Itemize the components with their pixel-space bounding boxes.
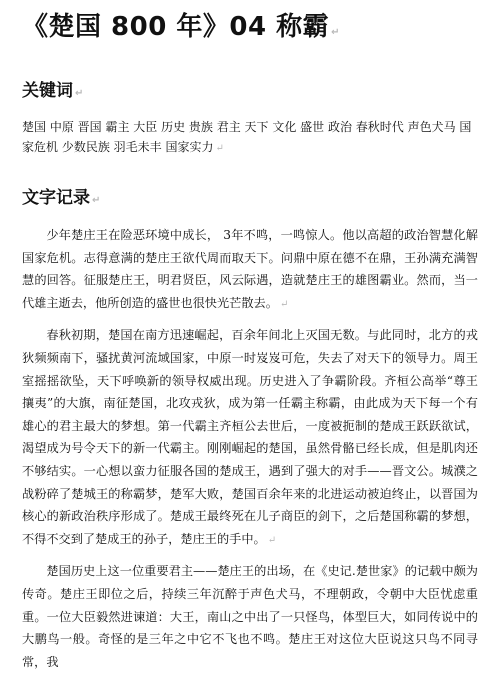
paragraph-2 bbox=[22, 324, 478, 552]
paragraph-mark-icon: ↵ bbox=[75, 88, 84, 99]
paragraph-mark-icon: ↵ bbox=[215, 143, 224, 154]
paragraph-mark-icon: ↵ bbox=[279, 298, 289, 310]
paragraph-mark-icon: ↵ bbox=[331, 27, 341, 38]
keywords-text bbox=[22, 117, 478, 159]
record-heading bbox=[22, 187, 478, 212]
keywords-heading bbox=[22, 80, 478, 105]
document-title-text: 《楚国 800 年》04 称霸 bbox=[22, 12, 330, 42]
record-heading-text: 文字记录 bbox=[22, 188, 90, 208]
paragraph-1-text: 少年楚庄王在险恶环境中成长， 3年不鸣，一鸣惊人。他以高超的政治智慧化解国家危机。志得意满的楚庄王欲代周而取天下。问鼎中原在德不在鼎，王孙满充满智慧的回答。征服楚庄王，明君贤臣，风云际遇，造就楚庄王的雄图霸业。然而，当一代雄主逝去，他所创造的盛世也很快光芒散去。 bbox=[22, 228, 478, 310]
paragraph-3 bbox=[22, 560, 478, 673]
keywords-heading-text: 关键词 bbox=[22, 81, 73, 101]
paragraph-3-text: 楚国历史上这一位重要君主——楚庄王的出场，在《史记.楚世家》的记载中颇为传奇。楚庄王即位之后，持续三年沉醉于声色犬马，不理朝政，令朝中大臣忧虑重重。一位大臣毅然进谏道：大王，南山之中出了一只怪鸟，体型巨大，如同传说中的大鹏鸟一般。奇怪的是三年之中它不飞也不鸣。楚庄王对这位大臣说这只鸟不同寻常，我 bbox=[22, 564, 478, 669]
paragraph-1 bbox=[22, 224, 478, 316]
document-title bbox=[22, 10, 478, 50]
paragraph-2-text: 春秋初期，楚国在南方迅速崛起，百余年间北上灭国无数。与此同时，北方的戎狄频频南下，骚扰黄河流域国家，中原一时岌岌可危，失去了对天下的领导力。周王室摇摇欲坠，天下呼唤新的领导权威出现。历史进入了争霸阶段。齐桓公高举“尊王攘夷”的大旗，南征楚国，北攻戎狄，成为第一任霸主称霸，由此成为天下每一个有雄心的君主最大的梦想。第一代霸主齐桓公去世后，一度被扼制的楚成王跃跃欲试，渴望成为号令天下的新一代霸主。刚刚崛起的楚国，虽然骨骼已经长成，但是肌肉还不够结实。一心想以蛮力征服各国的楚成王，遇到了强大的对手——晋文公。城濮之战粉碎了楚城王的称霸梦，楚军大败，楚国百余年来的北进运动被迫终止，以晋国为核心的新政治秩序形成了。楚成王最终死在儿子商臣的剑下，之后楚国称霸的梦想，不得不交到了楚成王的孙子，楚庄王的手中。 bbox=[22, 328, 478, 546]
paragraph-mark-icon: ↵ bbox=[92, 195, 101, 206]
paragraph-mark-icon: ↵ bbox=[267, 534, 277, 546]
keywords-list: 楚国 中原 晋国 霸主 大臣 历史 贵族 君主 天下 文化 盛世 政治 春秋时代 声色犬马 国家危机 少数民族 羽毛未丰 国家实力 bbox=[22, 120, 472, 154]
